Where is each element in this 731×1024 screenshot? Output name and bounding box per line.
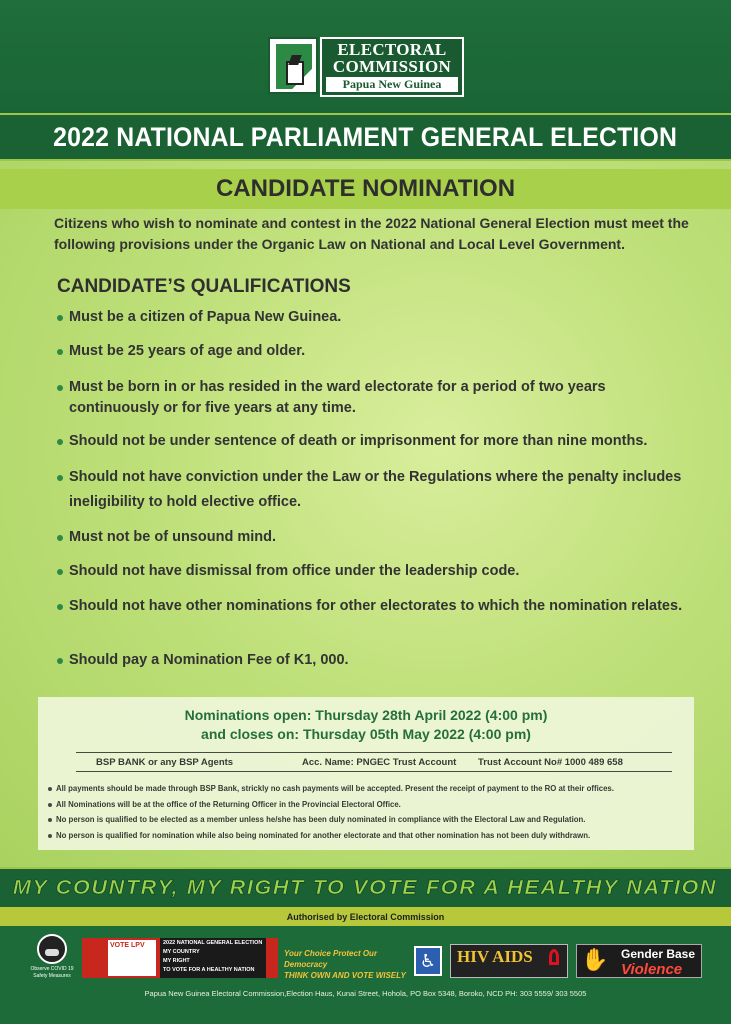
gbv-line1: Gender Base — [621, 947, 696, 961]
logo-line1: ELECTORAL — [337, 40, 447, 59]
list-item: Must be a citizen of Papua New Guinea. — [57, 307, 697, 328]
list-item: Must not be of unsound mind. — [57, 527, 697, 548]
gbv-line2: Violence — [621, 961, 683, 978]
covid-badge — [28, 934, 76, 980]
title-band — [0, 113, 731, 161]
intro-text: Citizens who wish to nominate and contest in the 2022 National General Election must meet the following provisions under the Organic Law on National and Local Level Government. — [54, 215, 689, 252]
electoral-commission-logo — [268, 37, 464, 97]
list-item: Should not have conviction under the Law or the Regulations where the penalty includes ineligibility to hold elective office. — [57, 465, 697, 515]
ne-line2: MY RIGHT — [163, 958, 190, 964]
payment-notes — [46, 781, 691, 843]
bullet-icon — [57, 535, 63, 541]
logo-line2: COMMISSION — [332, 57, 452, 76]
bank-name: BSP BANK or any BSP Agents — [96, 757, 234, 768]
ribbon-icon — [549, 949, 559, 965]
hand-icon: ✋ — [581, 947, 609, 972]
bullet-icon — [57, 385, 63, 391]
hiv-aids-logo — [450, 944, 568, 978]
main-title: 2022 NATIONAL PARLIAMENT GENERAL ELECTION — [53, 121, 678, 152]
account-name: Acc. Name: PNGEC Trust Account — [302, 757, 457, 768]
gender-violence-logo — [576, 944, 702, 978]
header-band — [0, 0, 731, 113]
ne-line3: TO VOTE FOR A HEALTHY NATION — [163, 967, 255, 973]
slogan: MY COUNTRY, MY RIGHT TO VOTE FOR A HEALTHY NATION — [13, 876, 718, 899]
logo-line3: Papua New Guinea — [326, 77, 458, 92]
national-election-logo — [160, 938, 278, 978]
qualifications-heading: CANDIDATE’S QUALIFICATIONS — [57, 276, 351, 297]
nominations-close: and closes on: Thursday 05th May 2022 (4:00 pm) — [201, 726, 531, 742]
authorised-band — [0, 907, 731, 926]
contact-address: Papua New Guinea Electoral Commission,Election Haus, Kunai Street, Hohola, PO Box 5348, Boroko, NCD PH: 303 5559/ 303 5505 — [144, 989, 587, 998]
footer — [0, 926, 731, 1024]
bullet-icon — [57, 349, 63, 355]
wheelchair-icon: ♿ — [414, 946, 442, 976]
bullet-icon — [57, 569, 63, 575]
list-item: No person is qualified for nomination while also being nominated for another electorate and that other nomination has not been duly withdrawn. — [46, 828, 691, 844]
bullet-icon — [57, 315, 63, 321]
subtitle: CANDIDATE NOMINATION — [215, 175, 516, 202]
bullet-icon — [57, 604, 63, 610]
ballot-box-icon — [268, 37, 318, 94]
nominations-open: Nominations open: Thursday 28th April 2022 (4:00 pm) — [184, 707, 548, 723]
list-item: Should not be under sentence of death or imprisonment for more than nine months. — [57, 431, 697, 452]
ne-line1: MY COUNTRY — [163, 949, 200, 955]
vote-lpv-logo — [82, 938, 160, 978]
poster-body — [0, 161, 731, 867]
authorised-text: Authorised by Electoral Commission — [286, 911, 445, 922]
bullet-icon — [57, 475, 63, 481]
choice-line1: Your Choice Protect Our Democracy — [284, 949, 378, 969]
hiv-label: HIV AIDS — [457, 947, 533, 966]
account-number: Trust Account No# 1000 489 658 — [478, 757, 623, 768]
logo-wordmark — [320, 37, 464, 97]
list-item: Should pay a Nomination Fee of K1, 000. — [57, 650, 697, 671]
choice-slogan — [284, 948, 412, 981]
mask-icon — [37, 934, 67, 964]
list-item: No person is qualified to be elected as a member unless he/she has been duly nominated in compliance with the Electoral Law and Regulation. — [46, 812, 691, 828]
list-item: Should not have dismissal from office under the leadership code. — [57, 561, 697, 582]
slogan-band — [0, 867, 731, 907]
list-item: All Nominations will be at the office of the Returning Officer in the Provincial Electoral Office. — [46, 797, 691, 813]
ne-title: 2022 NATIONAL GENERAL ELECTION — [163, 940, 263, 946]
list-item: All payments should be made through BSP Bank, strickly no cash payments will be accepted. Present the receipt of payment to the RO at their offices. — [46, 781, 691, 797]
vote-lpv-label: VOTE LPV — [108, 940, 156, 976]
list-item: Should not have other nominations for other electorates to which the nomination relates. — [57, 596, 697, 617]
subtitle-band — [0, 169, 731, 209]
bank-details — [76, 752, 672, 772]
bullet-icon — [57, 658, 63, 664]
list-item: Must be 25 years of age and older. — [57, 341, 697, 362]
covid-caption: Observe COVID 19 Safety Measures — [30, 966, 74, 979]
list-item: Must be born in or has resided in the ward electorate for a period of two years continuously or for five years at any time. — [57, 377, 697, 419]
bullet-icon — [57, 439, 63, 445]
nomination-info-box — [38, 697, 694, 850]
choice-line2: THINK OWN AND VOTE WISELY — [284, 971, 406, 980]
